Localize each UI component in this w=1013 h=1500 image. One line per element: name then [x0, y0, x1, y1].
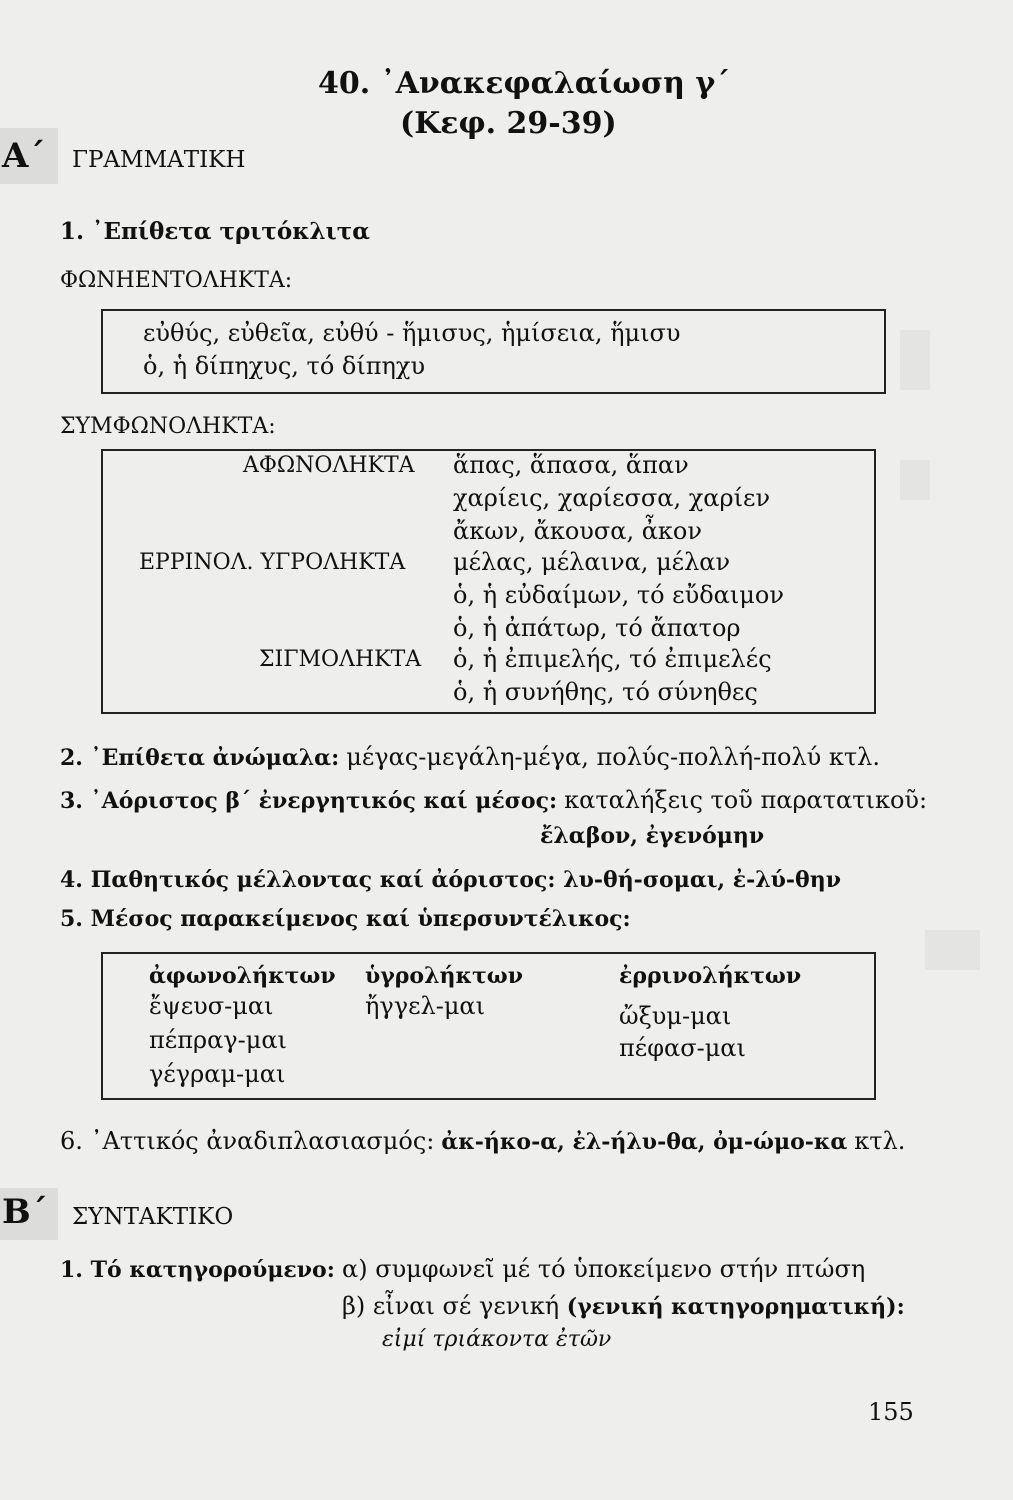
syntax-item1-a: α) συμφωνεῖ μέ τό ὑποκείμενο στήν πτώση [342, 1255, 866, 1283]
consonant-word: χαρίεις, χαρίεσσα, χαρίεν [453, 484, 771, 512]
table-header: ἀφωνολήκτων [149, 963, 336, 989]
syntax-item1-b-text: β) εἶναι σέ γενική [342, 1292, 560, 1320]
item5-line: 5. Μέσος παρακείμενος καί ὑπερσυντέλικος: [60, 906, 631, 932]
item4-line: 4. Παθητικός μέλλοντας καί ἀόριστος: λυ-θή-σομαι, ἐ-λύ-θην [60, 867, 841, 893]
syntax-example: εἰμί τριάκοντα ἐτῶν [382, 1327, 612, 1352]
section-b-letter: Β΄ [2, 1192, 48, 1232]
section-b-heading: ΣΥΝΤΑΚΤΙΚΟ [72, 1204, 234, 1230]
item2-heading: 2. ᾿Επίθετα ἀνώμαλα: [60, 745, 340, 771]
item1-heading: 1. ᾿Επίθετα τριτόκλιτα [60, 218, 370, 245]
consonant-box [101, 449, 876, 714]
section-a-heading: ΓΡΑΜΜΑΤΙΚΗ [72, 147, 246, 173]
syntax-item1-b [342, 1292, 905, 1320]
consonant-word: μέλας, μέλαινα, μέλαν [453, 548, 731, 576]
section-a-letter: Α΄ [2, 136, 46, 176]
vowel-line: εὐθύς, εὐθεῖα, εὐθύ - ἥμισυς, ἡμίσεια, ἥμισυ [143, 319, 681, 347]
perfect-table [101, 952, 876, 1100]
consonant-word: ὁ, ἡ εὐδαίμων, τό εὔδαιμον [453, 581, 784, 609]
table-cell: γέγραμ-μαι [149, 1060, 286, 1088]
item6-label: 6. ᾿Αττικός ἀναδιπλασιασμός: [60, 1127, 435, 1155]
consonant-word: ἄκων, ἄκουσα, ἆκον [453, 517, 702, 545]
bleed-mark [925, 930, 980, 970]
page-number: 155 [868, 1398, 914, 1426]
consonant-label: ΣΥΜΦΩΝΟΛΗΚΤΑ: [60, 414, 276, 439]
table-cell: πέπραγ-μαι [149, 1026, 287, 1054]
item6-suffix: κτλ. [854, 1127, 906, 1155]
item6-line [60, 1127, 905, 1155]
item3-heading: 3. ᾿Αόριστος β΄ ἐνεργητικός καί μέσος: [60, 788, 558, 814]
table-cell: ἤγγελ-μαι [365, 992, 486, 1020]
table-cell: πέφασ-μαι [619, 1034, 746, 1062]
consonant-word: ὁ, ἡ συνήθης, τό σύνηθες [453, 678, 758, 706]
page-subtitle: (Κεφ. 29-39) [400, 106, 617, 141]
item2-text: μέγας-μεγάλη-μέγα, πολύς-πολλή-πολύ κτλ. [346, 743, 880, 771]
table-cell: ὤξυμ-μαι [619, 1002, 732, 1030]
vowel-line: ὁ, ἡ δίπηχυς, τό δίπηχυ [143, 352, 426, 380]
bleed-mark [900, 460, 930, 500]
item6-examples: ἀκ-ήκο-α, ἐλ-ήλυ-θα, ὀμ-ώμο-κα [441, 1129, 848, 1155]
vowel-box [101, 309, 886, 394]
syntax-item1-b-bold: (γενική κατηγορηματική): [566, 1294, 905, 1320]
vowel-label: ΦΩΝΗΕΝΤΟΛΗΚΤΑ: [60, 268, 293, 293]
consonant-word: ὁ, ἡ ἀπάτωρ, τό ἄπατορ [453, 614, 741, 642]
table-cell: ἔψευσ-μαι [149, 992, 274, 1020]
group-label: ΕΡΡΙΝΟΛ. ΥΓΡΟΛΗΚΤΑ [139, 550, 406, 575]
group-label: ΣΙΓΜΟΛΗΚΤΑ [259, 647, 422, 672]
bleed-mark [900, 330, 930, 390]
consonant-word: ὁ, ἡ ἐπιμελής, τό ἐπιμελές [453, 645, 772, 673]
syntax-item1-heading: 1. Τό κατηγορούμενο: [60, 1257, 335, 1283]
item3-line [60, 786, 927, 814]
item3-examples: ἔλαβον, ἐγενόμην [540, 823, 765, 849]
table-header: ἐρρινολήκτων [619, 963, 802, 989]
consonant-word: ἅπας, ἅπασα, ἅπαν [453, 451, 689, 479]
page-title: 40. ᾿Ανακεφαλαίωση γ΄ [318, 66, 731, 101]
item2-line [60, 743, 880, 771]
item3-text: καταλήξεις τοῦ παρατατικοῦ: [564, 786, 928, 814]
group-label: ΑΦΩΝΟΛΗΚΤΑ [243, 453, 415, 478]
table-header: ὑγρολήκτων [365, 963, 524, 989]
